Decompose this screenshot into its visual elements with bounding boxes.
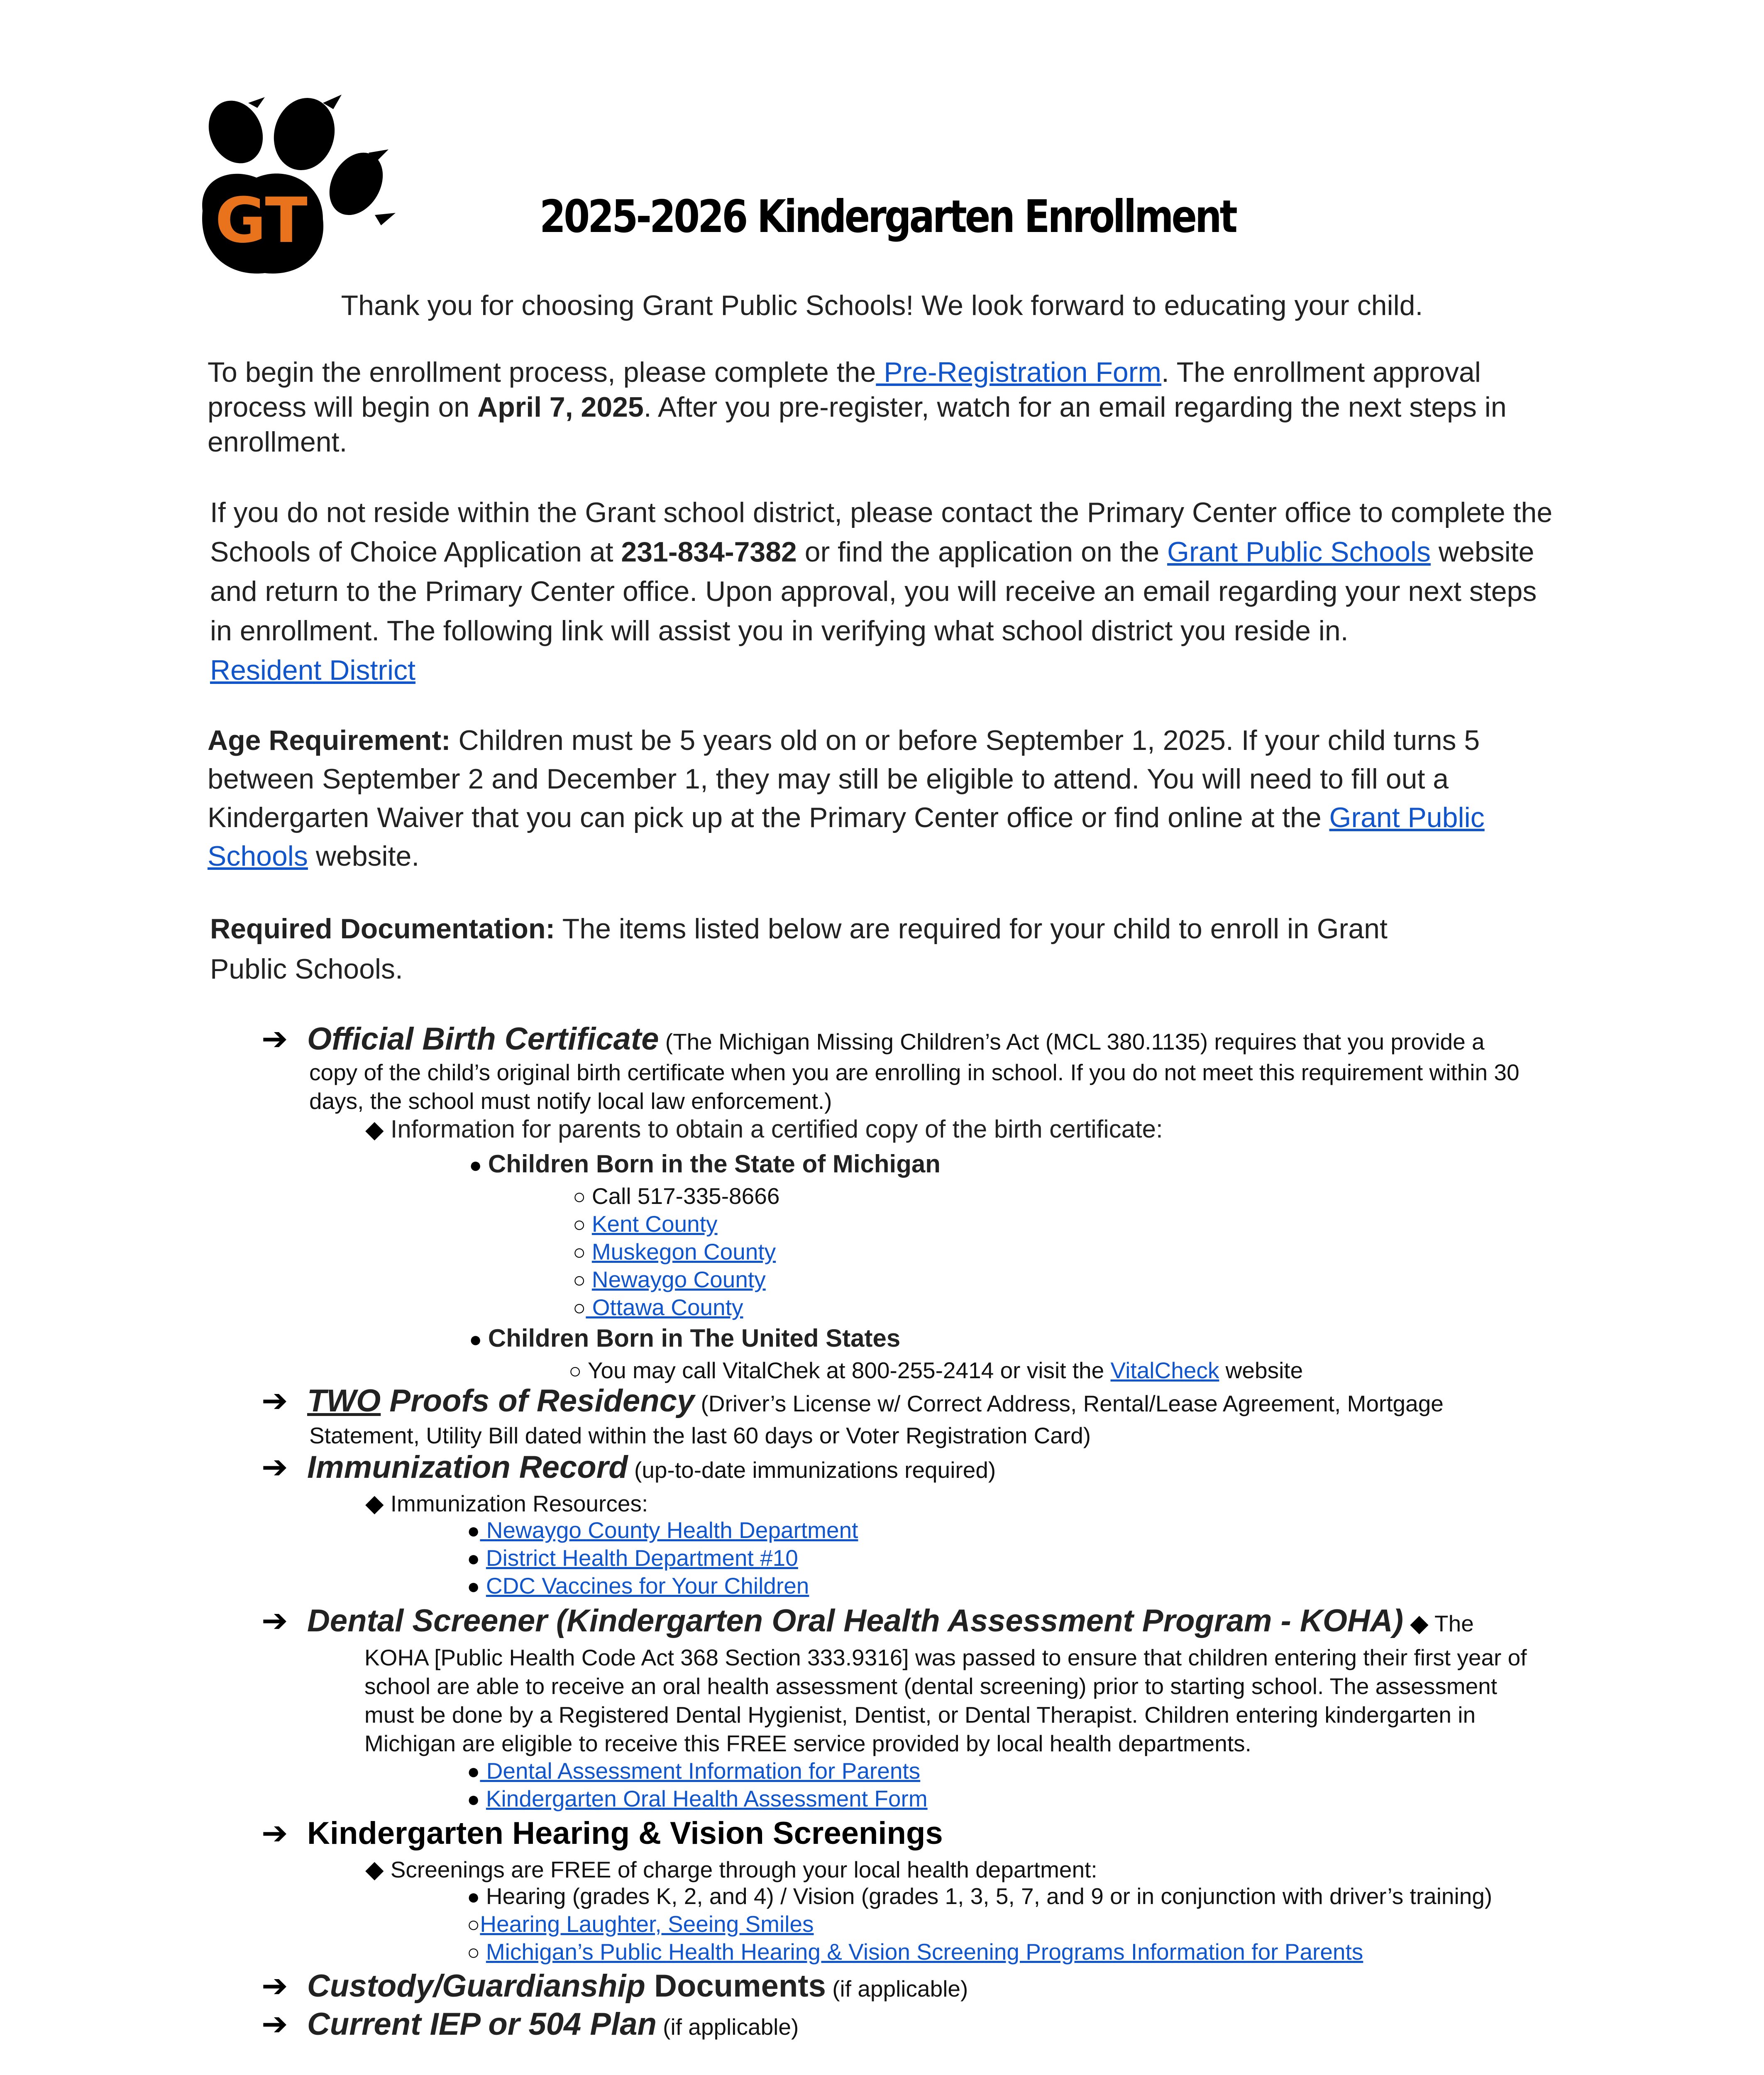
- dental-link-item: [467, 1785, 928, 1812]
- bullet-icon: ●: [467, 1519, 480, 1543]
- circle-bullet-icon: ○: [573, 1296, 586, 1320]
- text: . After you pre-register, watch for an email regarding the next steps in enrollment.: [208, 391, 1507, 458]
- immunization-link-item: [467, 1517, 858, 1543]
- county-item: [573, 1266, 766, 1293]
- arrow-icon: ➔: [261, 1450, 288, 1485]
- circle-bullet-icon: ○: [573, 1213, 592, 1237]
- bullet-icon: ●: [467, 1575, 486, 1599]
- text: The items listed below are required for your child to enroll in Grant Public Schools.: [210, 913, 1388, 985]
- circle-bullet-icon: ○: [573, 1268, 592, 1292]
- text: To begin the enrollment process, please complete the: [208, 356, 876, 388]
- muskegon-county-link[interactable]: Muskegon County: [591, 1239, 776, 1265]
- arrow-icon: ➔: [261, 1383, 288, 1418]
- residency-note: (Driver’s License w/ Correct Address, Rental/Lease Agreement, Mortgage: [694, 1391, 1444, 1416]
- koha-form-link[interactable]: Kindergarten Oral Health Assessment Form: [486, 1786, 928, 1811]
- bullet-icon: ●: [467, 1885, 486, 1909]
- immunization-link-item: [467, 1545, 798, 1571]
- circle-bullet-icon: ○: [467, 1941, 486, 1965]
- hearing-heading: Kindergarten Hearing & Vision Screenings: [307, 1816, 943, 1851]
- custody-item: [261, 1967, 968, 2004]
- county-item: [573, 1211, 718, 1237]
- us-heading: [469, 1324, 900, 1352]
- newaygo-health-link[interactable]: Newaygo County Health Department: [480, 1517, 858, 1543]
- grant-public-schools-link-2[interactable]: Grant Public Schools: [208, 802, 1485, 872]
- text: The: [1428, 1611, 1474, 1636]
- residency-heading: Proofs of Residency: [381, 1383, 695, 1418]
- dental-assessment-link[interactable]: Dental Assessment Information for Parents: [480, 1758, 921, 1784]
- dental-line-2: school are able to receive an oral health assessment (dental screening) prior to starting school. The assessment: [364, 1673, 1498, 1699]
- county-item: [573, 1294, 743, 1321]
- ottawa-county-link[interactable]: Ottawa County: [586, 1294, 743, 1320]
- documents-word: Documents: [645, 1968, 826, 2004]
- text: or find the application on the: [796, 536, 1168, 568]
- circle-bullet-icon: ○: [573, 1240, 592, 1265]
- age-label: Age Requirement:: [208, 725, 451, 756]
- birth-note-line-2: copy of the child’s original birth certificate when you are enrolling in school. If you do not meet this requirement within 30: [309, 1059, 1520, 1085]
- district-health-link[interactable]: District Health Department #10: [486, 1545, 798, 1571]
- text: . The enrollment approval process will begin on: [208, 356, 1481, 423]
- text: If you do not reside within the Grant school district, please contact the Primary Center office to complete the Schools of Choice Application at: [210, 497, 1553, 568]
- page-title: 2025-2026 Kindergarten Enrollment: [540, 191, 1236, 243]
- diamond-bullet-icon: ◆: [365, 1856, 391, 1883]
- newaygo-county-link[interactable]: Newaygo County: [591, 1267, 766, 1292]
- paw-logo-icon: [186, 95, 402, 281]
- text: Immunization Resources:: [390, 1491, 648, 1516]
- circle-bullet-icon: ○: [573, 1185, 592, 1209]
- two-emphasis: TWO: [307, 1383, 381, 1418]
- birth-note: (The Michigan Missing Children’s Act (MCL 380.1135) requires that you provide a: [659, 1029, 1485, 1055]
- diamond-bullet-icon: ◆: [365, 1490, 391, 1517]
- text: Call 517-335-8666: [591, 1183, 780, 1209]
- hearing-vision-item: [261, 1814, 943, 1851]
- vitalchek-item: [569, 1357, 1303, 1384]
- iep-heading: Current IEP or 504 Plan: [307, 2007, 657, 2042]
- phone-number: 231-834-7382: [621, 536, 797, 568]
- resident-district-link[interactable]: Resident District: [210, 654, 416, 686]
- bullet-icon: ●: [467, 1760, 480, 1784]
- dental-item: [261, 1602, 1474, 1639]
- age-requirement-paragraph: [208, 721, 1561, 876]
- hearing-free-item: [365, 1855, 1097, 1883]
- birth-heading: Official Birth Certificate: [307, 1021, 659, 1057]
- cdc-vaccines-link[interactable]: CDC Vaccines for Your Children: [486, 1573, 809, 1599]
- bullet-icon: ●: [467, 1787, 486, 1811]
- dental-link-item: [467, 1758, 920, 1784]
- michigan-call: [573, 1183, 779, 1209]
- text: Children Born in The United States: [488, 1324, 901, 1352]
- pre-registration-link[interactable]: Pre-Registration Form: [876, 356, 1162, 388]
- text: Children Born in the State of Michigan: [488, 1150, 941, 1178]
- required-documentation-paragraph: [210, 909, 1455, 989]
- immunization-note: (up-to-date immunizations required): [628, 1457, 996, 1483]
- custody-note: (if applicable): [826, 1976, 968, 2002]
- arrow-icon: ➔: [261, 1603, 288, 1638]
- logo-letters: GT: [215, 185, 308, 257]
- grant-public-schools-link[interactable]: Grant Public Schools: [1167, 536, 1431, 568]
- county-item: [573, 1238, 776, 1265]
- immunization-item: [261, 1448, 996, 1485]
- dental-line-4: Michigan are eligible to receive this FREE service provided by local health departments.: [364, 1731, 1251, 1756]
- circle-bullet-icon: ○: [467, 1913, 480, 1937]
- kent-county-link[interactable]: Kent County: [591, 1211, 718, 1237]
- birth-info-item: [365, 1115, 1163, 1143]
- immunization-resources: [365, 1489, 648, 1517]
- thanks-text: Thank you for choosing Grant Public Schools! We look forward to educating your child.: [341, 290, 1423, 321]
- immunization-heading: Immunization Record: [307, 1450, 628, 1485]
- screening-programs-link[interactable]: Michigan’s Public Health Hearing & Vision Screening Programs Information for Parents: [486, 1939, 1363, 1965]
- bullet-icon: ●: [469, 1153, 488, 1177]
- dental-line-1: KOHA [Public Health Code Act 368 Section 333.9316] was passed to ensure that children entering their first year of: [364, 1645, 1527, 1670]
- text: Children must be 5 years old on or before September 1, 2025. If your child turns 5 between September 2 and December 1, they may still be eligible to attend. You will need to fill out a Kindergarten Waiver that you can pick up at the Primary Center office or find online at the: [208, 725, 1480, 833]
- hearing-link-item: [467, 1938, 1363, 1965]
- hearing-grades-item: [467, 1883, 1492, 1909]
- bullet-icon: ●: [469, 1328, 488, 1352]
- hearing-laughter-link[interactable]: Hearing Laughter, Seeing Smiles: [480, 1911, 814, 1937]
- text: website.: [308, 840, 420, 872]
- vitalcheck-link[interactable]: VitalCheck: [1110, 1357, 1219, 1383]
- text: You may call VitalChek at 800-255-2414 or visit the: [587, 1357, 1111, 1383]
- bullet-icon: ●: [467, 1547, 486, 1571]
- text: Screenings are FREE of charge through your local health department:: [390, 1857, 1097, 1882]
- iep-note: (if applicable): [656, 2014, 799, 2040]
- birth-certificate-item: [261, 1020, 1485, 1057]
- diamond-bullet-icon: ◆: [365, 1116, 391, 1143]
- schools-of-choice-paragraph: [210, 493, 1555, 690]
- residency-item: [261, 1382, 1444, 1419]
- birth-note-line-3: days, the school must notify local law enforcement.): [309, 1088, 832, 1114]
- arrow-icon: ➔: [261, 1968, 288, 2004]
- circle-bullet-icon: ○: [569, 1359, 588, 1383]
- michigan-heading: [469, 1150, 941, 1178]
- hearing-link-item: [467, 1911, 814, 1937]
- enrollment-paragraph: [208, 355, 1561, 459]
- documentation-label: Required Documentation:: [210, 913, 555, 945]
- arrow-icon: ➔: [261, 1816, 288, 1851]
- text: Hearing (grades K, 2, and 4) / Vision (grades 1, 3, 5, 7, and 9 or in conjunction with driver’s training): [486, 1883, 1493, 1909]
- residency-note-line-2: Statement, Utility Bill dated within the last 60 days or Voter Registration Card): [309, 1423, 1091, 1448]
- immunization-link-item: [467, 1572, 809, 1599]
- approval-date: April 7, 2025: [477, 391, 644, 423]
- text: Information for parents to obtain a certified copy of the birth certificate:: [390, 1115, 1163, 1143]
- custody-heading: Custody/Guardianship: [307, 1968, 645, 2004]
- dental-heading: Dental Screener (Kindergarten Oral Health Assessment Program - KOHA): [307, 1603, 1404, 1638]
- text: website: [1219, 1357, 1303, 1383]
- diamond-bullet-icon: ◆: [1403, 1610, 1429, 1637]
- dental-line-3: must be done by a Registered Dental Hygienist, Dentist, or Dental Therapist. Children entering kindergarten in: [364, 1702, 1476, 1728]
- arrow-icon: ➔: [261, 1021, 288, 1057]
- arrow-icon: ➔: [261, 2007, 288, 2042]
- iep-item: [261, 2005, 799, 2042]
- text: website and return to the Primary Center office. Upon approval, you will receive an email regarding your next steps in enrollment. The following link will assist you in verifying what school district you reside in.: [210, 536, 1537, 647]
